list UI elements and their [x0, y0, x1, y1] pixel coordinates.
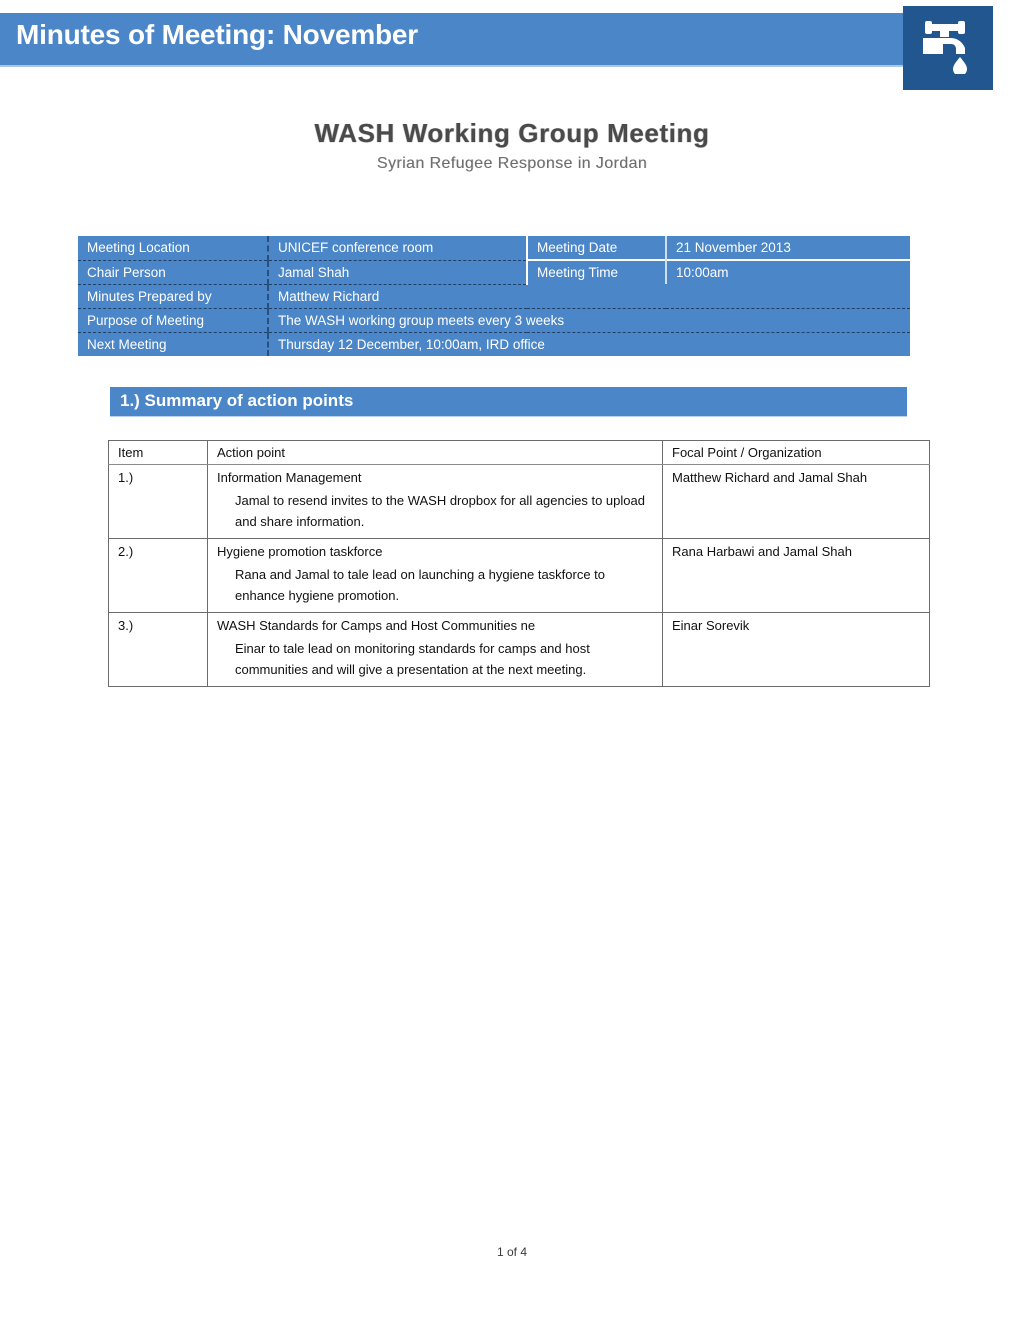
document-title: WASH Working Group Meeting — [314, 118, 710, 148]
table-row — [109, 612, 930, 686]
next-meeting-value: Thursday 12 December, 10:00am, IRD office — [278, 336, 545, 352]
focal-point-cell: Rana Harbawi and Jamal Shah — [663, 538, 930, 612]
table-row — [78, 284, 910, 308]
column-header-action-point: Action point — [208, 441, 663, 465]
table-row — [109, 538, 930, 612]
action-point-cell — [208, 612, 663, 686]
action-item-number: 1.) — [109, 465, 208, 539]
minutes-prepared-by-value: Matthew Richard — [268, 284, 910, 308]
meeting-location-label: Meeting Location — [78, 236, 268, 260]
minutes-prepared-by-label: Minutes Prepared by — [78, 284, 268, 308]
header-banner — [0, 13, 966, 65]
chair-person-label: Chair Person — [78, 260, 268, 284]
table-row — [109, 465, 930, 539]
focal-point-cell: Einar Sorevik — [663, 612, 930, 686]
action-point-cell — [208, 538, 663, 612]
action-point-title: Hygiene promotion taskforce — [217, 543, 383, 559]
water-tap-icon — [903, 6, 993, 90]
action-point-title: WASH Standards for Camps and Host Communities ne — [217, 617, 536, 633]
action-point-detail: Jamal to resend invites to the WASH dropbox for all agencies to upload and share information. — [235, 492, 645, 529]
meeting-time-value: 10:00am — [666, 260, 910, 284]
meeting-info-table — [78, 236, 910, 356]
meeting-time-label: Meeting Time — [527, 260, 666, 284]
chair-person-value: Jamal Shah — [268, 260, 527, 284]
table-row — [78, 308, 910, 332]
column-header-item: Item — [109, 441, 208, 465]
focal-point-cell: Matthew Richard and Jamal Shah — [663, 465, 930, 539]
section-heading-label: 1.) Summary of action points — [120, 391, 354, 410]
section-heading-summary-of-action-points — [110, 387, 907, 416]
page-number-footer: 1 of 4 — [496, 1245, 528, 1259]
meeting-date-value: 21 November 2013 — [676, 240, 791, 255]
action-point-detail: Einar to tale lead on monitoring standards for camps and host communities and will give a presentation at the next meeting. — [235, 640, 590, 677]
table-header-row — [109, 441, 930, 465]
action-item-number: 2.) — [109, 538, 208, 612]
column-header-focal-point: Focal Point / Organization — [663, 441, 930, 465]
next-meeting-label: Next Meeting — [78, 332, 268, 356]
document-subtitle: Syrian Refugee Response in Jordan — [376, 155, 648, 172]
action-point-cell — [208, 465, 663, 539]
table-row — [78, 332, 910, 356]
purpose-of-meeting-label: Purpose of Meeting — [78, 308, 268, 332]
meeting-location-value: UNICEF conference room — [268, 236, 527, 260]
action-point-detail: Rana and Jamal to tale lead on launching a hygiene taskforce to enhance hygiene promotion. — [235, 566, 606, 603]
purpose-of-meeting-value: The WASH working group meets every 3 weeks — [268, 308, 910, 332]
action-point-title: Information Management — [217, 470, 362, 485]
page-title: Minutes of Meeting: November — [16, 19, 418, 50]
action-item-number: 3.) — [109, 612, 208, 686]
meeting-date-label: Meeting Date — [527, 236, 666, 260]
table-row — [78, 260, 910, 284]
table-row — [78, 236, 910, 260]
action-points-table — [108, 440, 930, 687]
